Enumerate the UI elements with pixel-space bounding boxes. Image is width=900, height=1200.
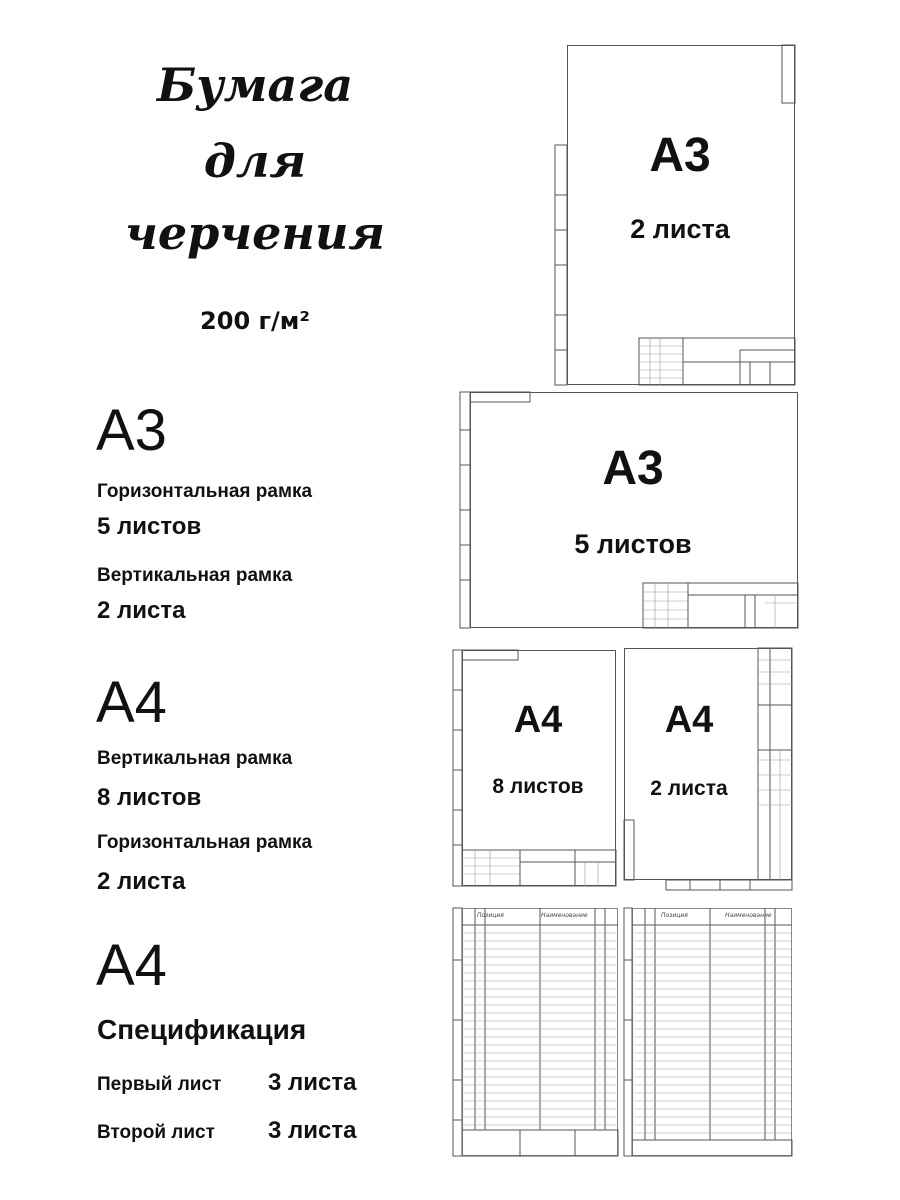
spec-second-label: Второй лист xyxy=(97,1122,215,1143)
spec-title: Спецификация xyxy=(97,1014,307,1045)
a4-horizontal-label: Горизонтальная рамка xyxy=(97,832,313,853)
a3-horizontal-sheet-count: 5 листов xyxy=(574,529,692,559)
spec-second-col-position: Позиция xyxy=(661,912,688,919)
a3-horizontal-count: 5 листов xyxy=(97,513,202,540)
a3-vertical-sheet-format: А3 xyxy=(649,129,711,182)
a3-horizontal-sheet-format: А3 xyxy=(602,442,664,495)
a4-horizontal-count: 2 листа xyxy=(97,868,186,895)
a4-vertical-count: 8 листов xyxy=(97,784,202,811)
a4-horizontal-sheet-count: 2 листа xyxy=(650,777,728,800)
spec-second-col-name: Наименование xyxy=(725,912,772,919)
title-line-3: черчения xyxy=(124,206,386,260)
a3-format-label: А3 xyxy=(96,398,167,463)
a3-horizontal-label: Горизонтальная рамка xyxy=(97,481,313,502)
a3-vertical-sheet-count: 2 листа xyxy=(630,214,730,244)
a4-format-label: А4 xyxy=(96,670,167,735)
a4-vertical-sheet-count: 8 листов xyxy=(492,775,584,798)
a3-vertical-count: 2 листа xyxy=(97,597,186,624)
paper-density: 200 г/м² xyxy=(200,307,310,335)
spec-first-count: 3 листа xyxy=(268,1069,357,1096)
spec-second-count: 3 листа xyxy=(268,1117,357,1144)
a4-horizontal-sheet-format: А4 xyxy=(664,699,714,741)
spec-first-label: Первый лист xyxy=(97,1074,222,1095)
a4-vertical-label: Вертикальная рамка xyxy=(97,748,293,769)
spec-first-col-name: Наименование xyxy=(541,912,588,919)
a4-vertical-sheet-format: А4 xyxy=(513,699,563,741)
spec-first-col-position: Позиция xyxy=(477,912,504,919)
title-line-2: для xyxy=(203,134,307,188)
title-line-1: Бумага xyxy=(156,58,354,112)
a3-vertical-label: Вертикальная рамка xyxy=(97,565,293,586)
spec-format-label: А4 xyxy=(96,933,167,998)
